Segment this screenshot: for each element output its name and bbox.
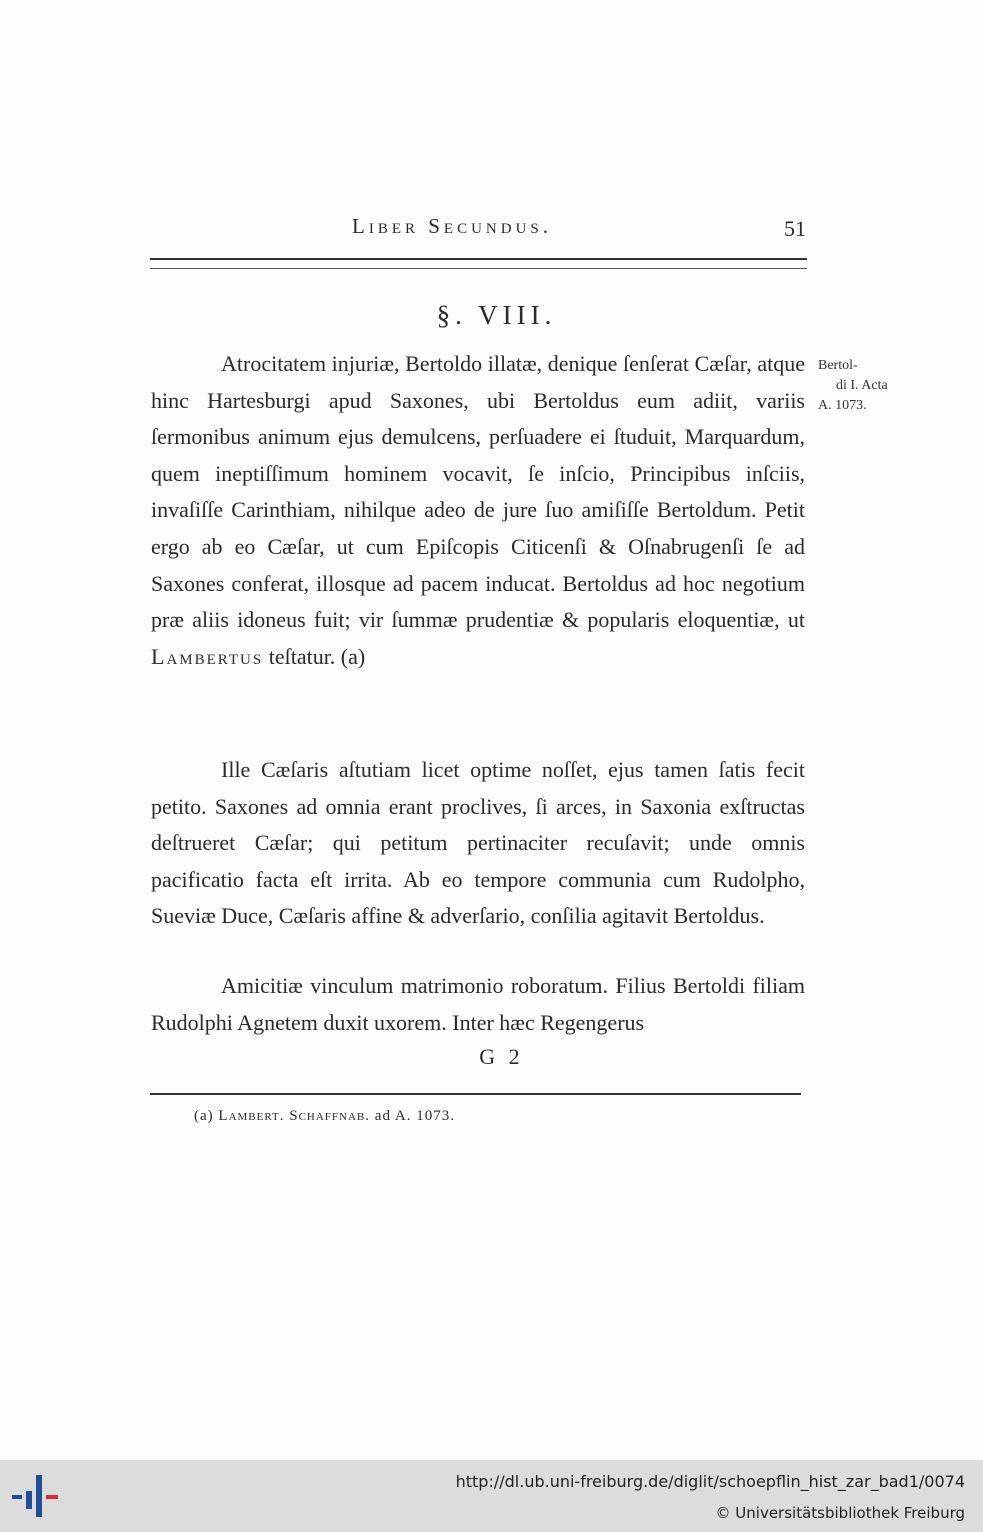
footnote-text: Lambert. Schaffnab. bbox=[218, 1108, 371, 1124]
running-title: Liber Secundus. bbox=[352, 214, 553, 238]
viewer-footer bbox=[0, 1460, 983, 1532]
margin-note-line-2: di I. Acta bbox=[836, 378, 888, 393]
paragraph-2 bbox=[151, 752, 805, 935]
paragraph-3-text: Amicitiæ vinculum matrimonio roboratum. Filius Bertoldi filiam Rudolphi Agnetem duxit uxorem. Inter hæc Regengerus bbox=[151, 973, 805, 1035]
footnote-marker: (a) bbox=[194, 1108, 214, 1124]
page-number: 51 bbox=[784, 216, 806, 241]
signature-mark: G 2 bbox=[479, 1044, 524, 1069]
permalink-url[interactable]: http://dl.ub.uni-freiburg.de/diglit/schoepflin_hist_zar_bad1/0074 bbox=[455, 1472, 965, 1491]
footnote-rule bbox=[150, 1093, 801, 1095]
footnote bbox=[194, 1108, 455, 1125]
margin-note-line-3: A. 1073. bbox=[818, 398, 867, 413]
paragraph-3 bbox=[151, 968, 805, 1041]
footnote-tail: ad A. 1073. bbox=[370, 1108, 455, 1124]
margin-note-line-1: Bertol- bbox=[818, 358, 858, 373]
section-heading: §. VIII. bbox=[436, 300, 557, 330]
margin-note bbox=[818, 356, 898, 416]
header-rule bbox=[150, 258, 807, 269]
paragraph-2-text: Ille Cæſaris aſtutiam licet optime noſſet, ejus tamen ſatis fecit petito. Saxones ad omnia erant proclives, ſi arces, in Saxonia exſtructas deſtrueret Cæſar; qui petitum pertinaciter recuſavit; unde omnis pacificatio facta eſt irrita. Ab eo tempore communia cum Rudolpho, Sueviæ Duce, Cæſaris affine & adverſario, conſilia agitavit Bertoldus. bbox=[151, 757, 805, 929]
library-logo-icon bbox=[12, 1473, 62, 1519]
paragraph-1-text: Atrocitatem injuriæ, Bertoldo illatæ, denique ſenſerat Cæſar, atque hinc Hartesburgi apud Saxones, ubi Bertoldus eum adiit, variis ſermonibus animum ejus demulcens, perſuadere ei ſtuduit, Marquardum, quem ineptiſſimum hominem vocavit, ſe inſcio, Principibus inſciis, invaſiſſe Carinthiam, nihilque adeo de jure ſuo amiſiſſe Bertoldum. Petit ergo ab eo Cæſar, ut cum Epiſcopis Citicenſi & Oſnabrugenſi ſe ad Saxones conferat, illosque ad pacem inducat. Bertoldus ad hoc negotium præ aliis idoneus fuit; vir ſummæ prudentiæ & popularis eloquentiæ, ut bbox=[151, 351, 805, 633]
paragraph-1-tail: teſtatur. (a) bbox=[263, 643, 366, 669]
running-head bbox=[152, 214, 806, 244]
paragraph-1 bbox=[151, 346, 805, 675]
copyright-text: © Universitätsbibliothek Freiburg bbox=[715, 1504, 965, 1522]
author-name: Lambertus bbox=[151, 643, 264, 669]
